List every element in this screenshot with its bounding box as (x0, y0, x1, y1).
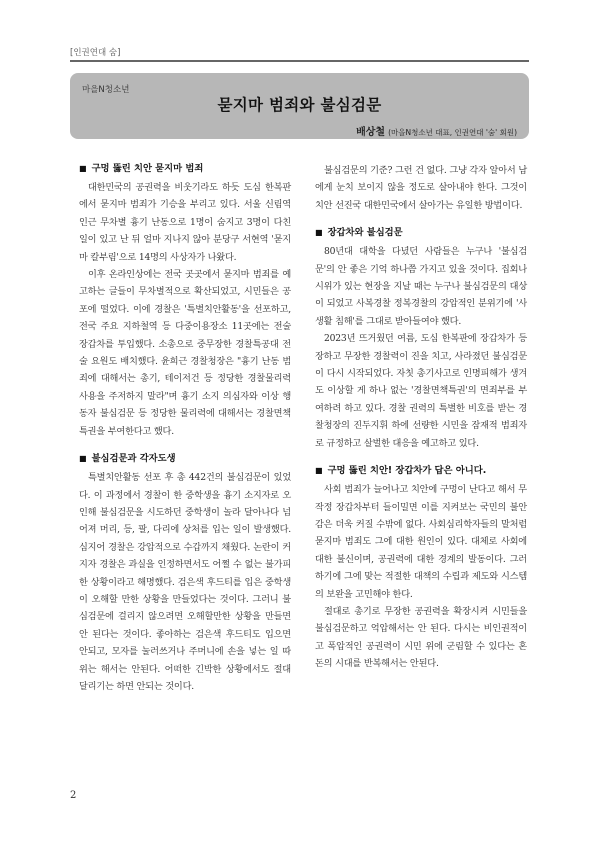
paragraph: 이후 온라인상에는 전국 곳곳에서 묻지마 범죄를 예고하는 글들이 무차별적으로 확산되었고, 시민들은 공포에 떨었다. 이에 경찰은 '특별치안활동'을 선포하고, 전국 주요 지하철역 등 다중이용장소 11곳에는 전술 장갑차를 투입했다. 소총으로 중무장한 경찰특공대 전술 요원도 배치했다. 윤희근 경찰청장은 "흉기 난동 범죄에 대해서는 총기, 테이저건 등 정당한 경찰물리력 사용을 주저하지 말라"며 흉기 소지 의심자와 이상 행동자 불심검문 등 정당한 물리력에 대해서는 경찰면책특권을 부여한다고 했다. (79, 269, 291, 437)
section-crime (79, 162, 291, 440)
section-armored-vehicles (315, 226, 527, 452)
section-heading-text: 구멍 뚫린 치안 묻지마 범죄 (91, 163, 204, 174)
title-banner (70, 73, 529, 139)
section-heading (315, 226, 527, 239)
section-heading (315, 464, 527, 477)
section-stop-and-search (79, 452, 291, 695)
section-heading (79, 452, 291, 465)
section-heading-text: 구멍 뚫린 치안! 장갑차가 답은 아니다. (327, 465, 487, 477)
paragraph: 대한민국의 공권력을 비웃기라도 하듯 도심 한복판에서 묻지마 범죄가 기승을 부리고 있다. 서울 신림역 인근 무차별 흉기 난동으로 1명이 숨지고 3명이 다친 일이 있고 난 뒤 얼마 지나지 않아 분당구 서현역 '묻지마 칼부림'으로 14명의 사상자가 나왔다. (79, 182, 291, 263)
section-heading (79, 162, 291, 175)
left-column (79, 162, 291, 695)
series-label: 마을N청소년 (82, 85, 130, 95)
page-number: 2 (70, 790, 77, 801)
right-column (315, 162, 527, 673)
author-name: 배상철 (356, 127, 386, 138)
paragraph: 절대로 총기로 무장한 공권력을 확장시켜 시민들을 불심검문하고 억압해서는 안 된다. 다시는 비인권적이고 폭압적인 공권력이 시민 위에 군림할 수 있다는 혼돈의 시대를 반복해서는 안된다. (315, 605, 527, 670)
section-heading-text: 불심검문과 각자도생 (91, 453, 176, 465)
section-conclusion (315, 464, 527, 672)
header-rule (70, 60, 529, 62)
paragraph: 불심검문의 기준? 그런 건 없다. 그냥 각자 알아서 남에게 눈치 보이지 않을 정도로 살아내야 한다. 그것이 치안 선진국 대한민국에서 살아가는 유일한 방법이다. (315, 165, 527, 211)
section-continued (315, 162, 527, 214)
paragraph: 80년대 대학을 다녔던 사람들은 누구나 '불심검문'의 안 좋은 기억 하나쯤 가지고 있을 것이다. 집회나 시위가 있는 현장을 지날 때는 누구나 불심검문의 대상이 되었고 사복경찰 정복경찰의 강압적인 분위기에 '사생활 침해'를 그대로 받아들여야 했다. (315, 246, 527, 327)
paragraph: 사회 범죄가 늘어나고 치안에 구멍이 난다고 해서 무작정 장갑차부터 들이밀면 이를 지켜보는 국민의 불안감은 더욱 커질 수밖에 없다. 사회심리학자들의 말처럼 묻지마 범죄도 그에 대한 원인이 있다. 대체로 사회에 대한 불신이며, 공권력에 대한 경계의 발동이다. 그러하기에 그에 맞는 적절한 대책의 수립과 제도와 시스템의 보완을 고민해야 한다. (315, 484, 527, 600)
square-bullet-icon: ■ (79, 454, 87, 464)
article-title: 묻지마 범죄와 불심검문 (217, 96, 382, 114)
paragraph: 2023년 뜨거웠던 여름, 도심 한복판에 장갑차가 등장하고 무장한 경찰력이 진을 치고, 사라졌던 불심검문이 다시 시작되었다. 자칫 총기사고로 인명피해가 생겨도 이상할 게 하나 없는 '경찰면책특권'의 면죄부를 부여하려 하고 있다. 경찰 권력의 특별한 비호를 받는 경찰청장의 진두지휘 하에 선량한 시민을 잠재적 범죄자로 규정하고 살벌한 대응을 예고하고 있다. (315, 333, 527, 449)
author-affiliation: (마을N청소년 대표, 인권연대 '숨' 회원) (388, 128, 517, 137)
square-bullet-icon: ■ (315, 228, 323, 238)
byline (356, 120, 517, 139)
section-heading-text: 장갑차와 불심검문 (327, 227, 403, 239)
square-bullet-icon: ■ (315, 466, 323, 476)
running-head: [인권연대 숨] (70, 48, 121, 58)
square-bullet-icon: ■ (79, 164, 87, 173)
paragraph: 특별치안활동 선포 후 총 442건의 불심검문이 있었다. 이 과정에서 경찰이 한 중학생을 흉기 소지자로 오인해 불심검문을 시도하던 중학생이 놀라 달아나다 넘어져 머리, 등, 팔, 다리에 상처를 입는 일이 발생했다. 심지어 경찰은 강압적으로 수갑까지 채웠다. 논란이 커지자 경찰은 과실을 인정하면서도 어쩔 수 없는 불가피한 상황이라고 해명했다. 검은색 후드티를 입은 중학생이 오해할 만한 상황을 만들었다는 것이다. 그러니 불심검문에 걸리지 않으려면 오해할만한 상황을 만들면 안 된다는 것이다. 좋아하는 검은색 후드티도 입으면 안되고, 모자를 눌러쓰거나 주머니에 손을 넣는 일 따위는 해서는 안된다. 어떠한 긴박한 상황에서도 절대 달리기는 하면 안되는 것이다. (79, 472, 291, 692)
